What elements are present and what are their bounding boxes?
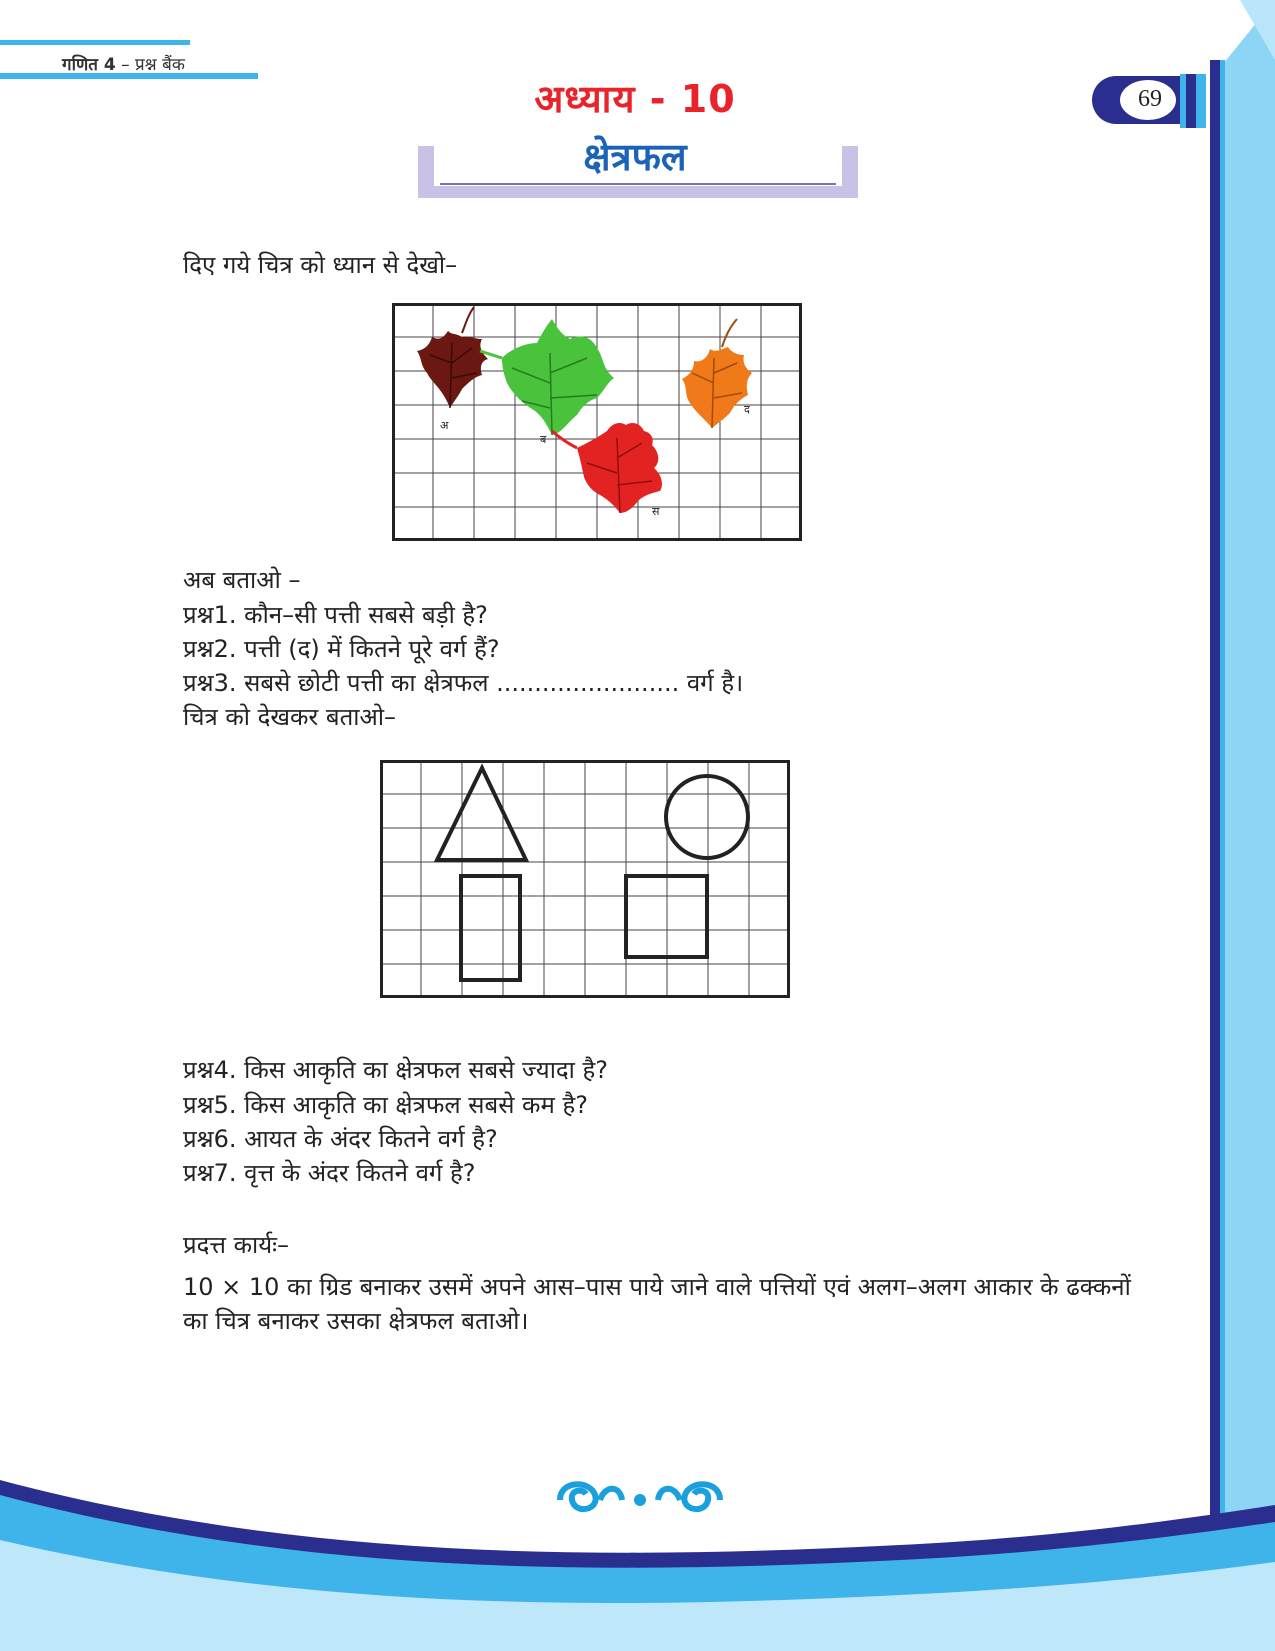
question-5: प्रश्न5. किस आकृति का क्षेत्रफल सबसे कम है? (183, 1091, 588, 1119)
question-3: प्रश्न3. सबसे छोटी पत्ती का क्षेत्रफल ........................ वर्ग है। (183, 669, 744, 697)
book-name: गणित 4 (62, 55, 116, 75)
triangle-shape (437, 768, 526, 860)
task-heading: प्रदत्त कार्यः– (183, 1231, 290, 1259)
leaf-b (480, 319, 614, 435)
book-subtitle: – प्रश्न बैंक (115, 55, 185, 75)
question-1: प्रश्न1. कौन–सी पत्ती सबसे बड़ी है? (183, 601, 488, 629)
leaf-label-d: द (744, 403, 750, 416)
intro-text: दिए गये चित्र को ध्यान से देखो– (183, 251, 458, 279)
page-number: 69 (1138, 86, 1162, 112)
chapter-heading: अध्याय - 10 (534, 77, 736, 121)
chapter-title: क्षेत्रफल (583, 135, 687, 179)
leaf-a (417, 307, 488, 408)
grid-lines (380, 760, 790, 998)
shapes-grid-figure (380, 760, 790, 998)
leaf-label-a: अ (440, 419, 449, 432)
question-2: प्रश्न2. पत्ती (द) में कितने पूरे वर्ग हैं? (183, 635, 500, 663)
task-body: 10 × 10 का ग्रिड बनाकर उसमें अपने आस–पास पाये जाने वाले पत्तियों एवं अलग–अलग आकार के ढक्कनों का चित्र बनाकर उसका क्षेत्रफल बताओ। (183, 1273, 1131, 1335)
figure-prompt: चित्र को देखकर बताओ– (183, 703, 397, 731)
book-title (62, 52, 185, 75)
question-7: प्रश्न7. वृत्त के अंदर कितने वर्ग है? (183, 1159, 476, 1187)
leaf-label-s: स (652, 505, 660, 518)
leaf-label-b: ब (540, 433, 547, 446)
ornament-decoration (540, 1470, 740, 1520)
questions-prompt: अब बताओ – (183, 566, 301, 594)
circle-shape (666, 776, 748, 858)
question-4: प्रश्न4. किस आकृति का क्षेत्रफल सबसे ज्यादा है? (183, 1056, 608, 1084)
leaf-grid-figure (392, 303, 802, 541)
leaf-d (682, 319, 752, 428)
leaf-s (552, 423, 662, 513)
question-6: प्रश्न6. आयत के अंदर कितने वर्ग है? (183, 1125, 498, 1153)
right-border-decoration (1180, 0, 1275, 1651)
